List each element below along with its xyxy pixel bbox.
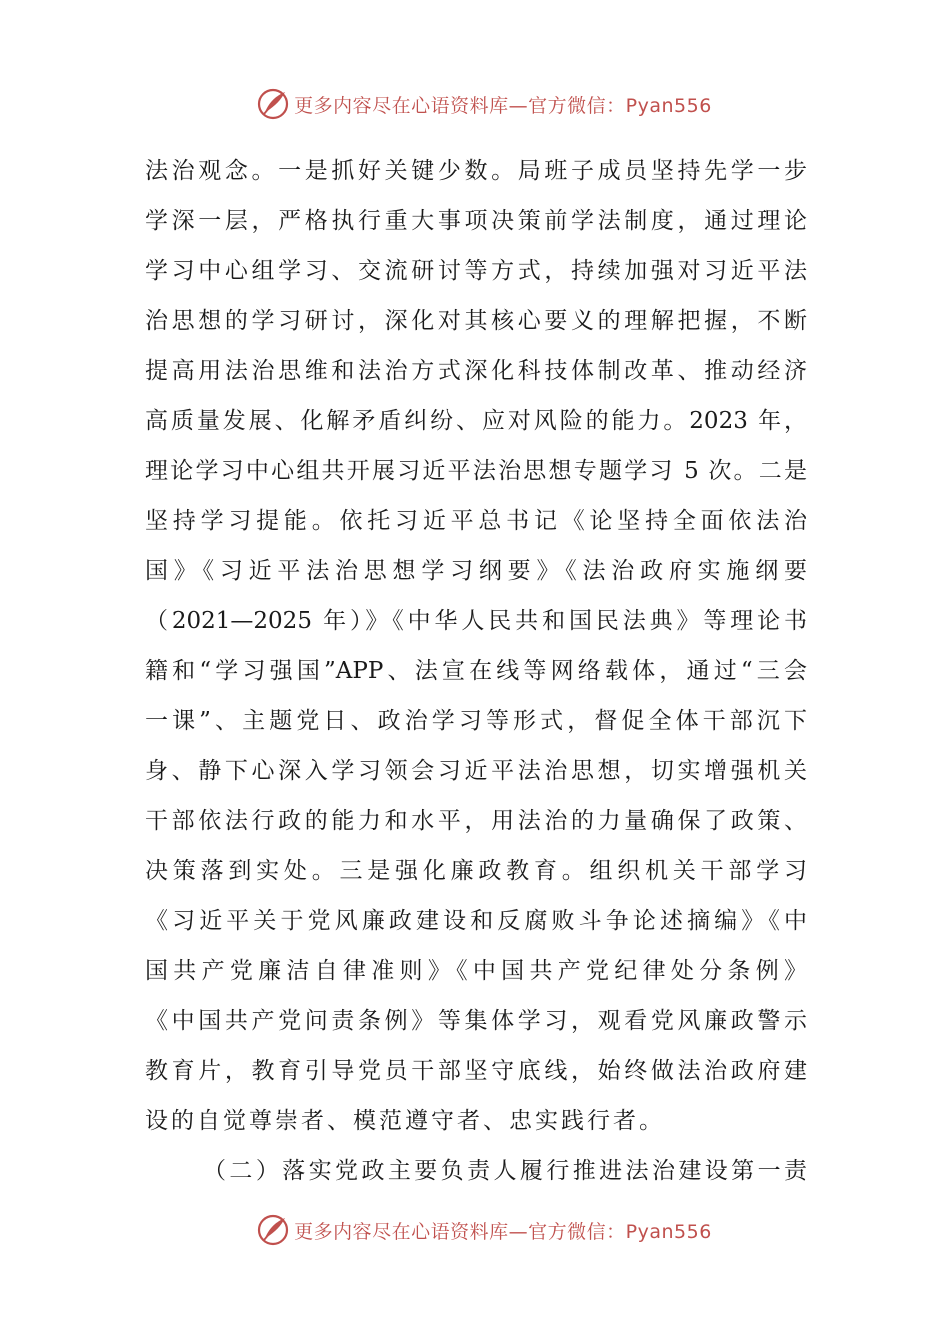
- body-line: 国共产党廉洁自律准则》《中国共产党纪律处分条例》: [145, 958, 807, 984]
- body-line: 治思想的学习研讨，深化对其核心要义的理解把握，不断: [145, 308, 807, 334]
- footer-watermark: [0, 1210, 950, 1250]
- header-watermark: [0, 84, 950, 124]
- body-line: 国》《习近平法治思想学习纲要》《法治政府实施纲要: [145, 558, 807, 584]
- body-line: 干部依法行政的能力和水平，用法治的力量确保了政策、: [145, 808, 807, 834]
- body-line: 身、静下心深入学习领会习近平法治思想，切实增强机关: [145, 758, 807, 784]
- body-line: 籍和“学习强国”APP、法宣在线等网络载体，通过“三会: [145, 658, 807, 684]
- body-line: 高质量发展、化解矛盾纠纷、应对风险的能力。2023 年，: [145, 408, 807, 434]
- body-line: 决策落到实处。三是强化廉政教育。组织机关干部学习: [145, 858, 807, 884]
- body-line: 法治观念。一是抓好关键少数。局班子成员坚持先学一步: [145, 158, 807, 184]
- body-line: 坚持学习提能。依托习近平总书记《论坚持全面依法治: [145, 508, 807, 534]
- body-line: （2021—2025 年）》《中华人民共和国民法典》等理论书: [145, 608, 807, 634]
- body-line: 理论学习中心组共开展习近平法治思想专题学习 5 次。二是: [145, 458, 807, 484]
- body-line: 设的自觉尊崇者、模范遵守者、忠实践行者。: [145, 1108, 665, 1134]
- body-line: 《中国共产党问责条例》等集体学习，观看党风廉政警示: [145, 1008, 807, 1034]
- body-line: 学深一层，严格执行重大事项决策前学法制度，通过理论: [145, 208, 807, 234]
- body-line: 提高用法治思维和法治方式深化科技体制改革、推动经济: [145, 358, 807, 384]
- watermark-text: 更多内容尽在心语资料库—官方微信：Pyan556: [294, 94, 712, 117]
- quill-logo-icon: [256, 1213, 290, 1247]
- section-heading-line: （二）落实党政主要负责人履行推进法治建设第一责: [203, 1158, 807, 1184]
- body-line: 一课”、主题党日、政治学习等形式，督促全体干部沉下: [145, 708, 807, 734]
- body-line: 教育片，教育引导党员干部坚守底线，始终做法治政府建: [145, 1058, 807, 1084]
- document-body: [145, 146, 807, 1196]
- body-line: 《习近平关于党风廉政建设和反腐败斗争论述摘编》《中: [145, 908, 807, 934]
- watermark-text: 更多内容尽在心语资料库—官方微信：Pyan556: [294, 1220, 712, 1243]
- body-line: 学习中心组学习、交流研讨等方式，持续加强对习近平法: [145, 258, 807, 284]
- quill-logo-icon: [256, 87, 290, 121]
